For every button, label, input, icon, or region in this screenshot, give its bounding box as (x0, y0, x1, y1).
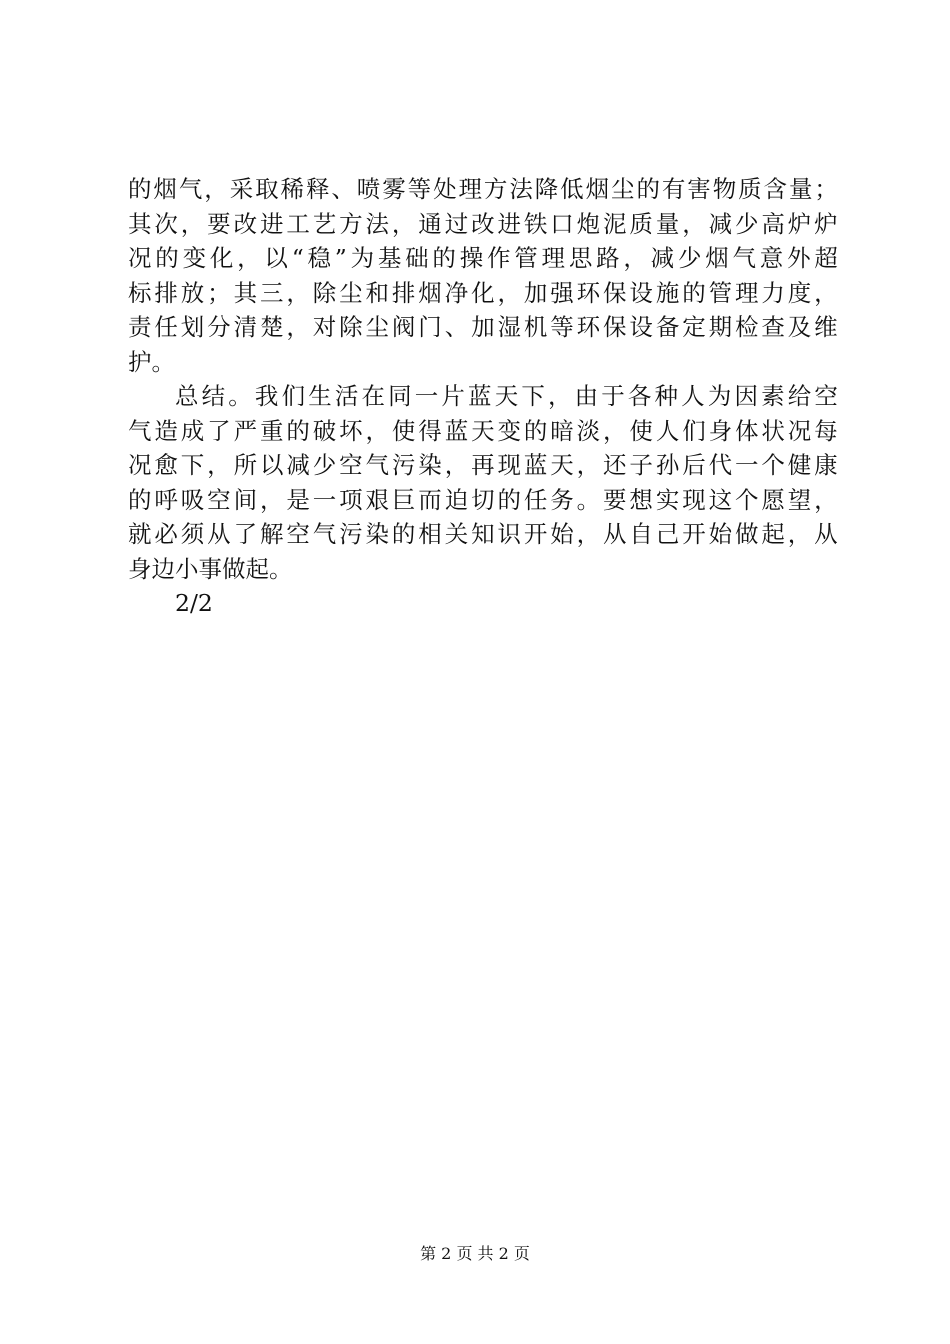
text-line: 护。 (128, 347, 175, 376)
document-body (128, 172, 838, 621)
text-line: 责 任 划 分 清 楚 ， 对 除 尘 阀 门 、 加 湿 机 等 环 保 设 备 定 期 检 查 及 维 (128, 313, 838, 341)
text-line: 就 必 须 从 了 解 空 气 污 染 的 相 关 知 识 开 始 ， 从 自 己 开 始 做 起 ， 从 (128, 520, 838, 548)
page-marker: 2/2 (175, 589, 213, 617)
text-line: 况 的 变 化 ， 以 “ 稳 ” 为 基 础 的 操 作 管 理 思 路 ， 减 少 烟 气 意 外 超 (128, 244, 838, 272)
text-line: 身边小事做起。 (128, 554, 293, 583)
text-line: 气 造 成 了 严 重 的 破 坏 ， 使 得 蓝 天 变 的 暗 淡 ， 使 人 们 身 体 状 况 每 (128, 416, 838, 445)
text-line: 的 烟 气 ， 采 取 稀 释 、 喷 雾 等 处 理 方 法 降 低 烟 尘 的 有 害 物 质 含 量 ； (128, 175, 838, 203)
paragraph-1 (128, 172, 838, 379)
text-line: 况 愈 下 ， 所 以 减 少 空 气 污 染 ， 再 现 蓝 天 ， 还 子 孙 后 代 一 个 健 康 (128, 451, 838, 479)
page-footer: 第 2 页 共 2 页 (420, 1244, 530, 1263)
text-line: 的 呼 吸 空 间 ， 是 一 项 艰 巨 而 迫 切 的 任 务 。 要 想 实 现 这 个 愿 望 ， (128, 485, 838, 514)
text-line: 总 结 。 我 们 生 活 在 同 一 片 蓝 天 下 ， 由 于 各 种 人 为 因 素 给 空 (175, 382, 838, 410)
text-line: 其 次 ， 要 改 进 工 艺 方 法 ， 通 过 改 进 铁 口 炮 泥 质 量 ， 减 少 高 炉 炉 (128, 209, 838, 238)
paragraph-2 (128, 379, 838, 586)
text-line: 标 排 放 ； 其 三 ， 除 尘 和 排 烟 净 化 ， 加 强 环 保 设 施 的 管 理 力 度 ， (128, 278, 838, 307)
